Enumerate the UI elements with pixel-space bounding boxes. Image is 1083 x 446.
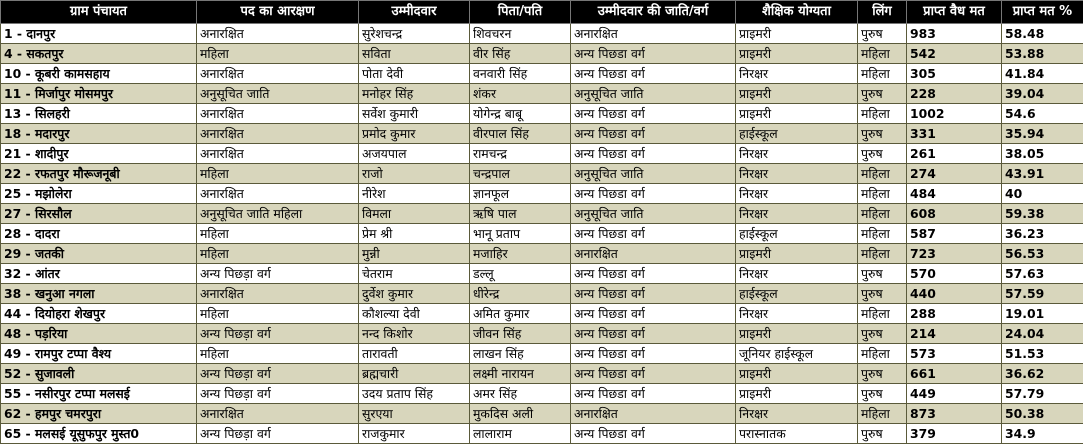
cell-caste: अन्य पिछडा वर्ग bbox=[571, 364, 736, 384]
table-row bbox=[1, 104, 1083, 124]
cell-education: जूनियर हाईस्कूल bbox=[736, 344, 858, 364]
cell-gender: महिला bbox=[858, 104, 907, 124]
cell-father-husband: मजाहिर bbox=[470, 244, 571, 264]
cell-caste: अन्य पिछडा वर्ग bbox=[571, 124, 736, 144]
cell-percent: 56.53 bbox=[1002, 244, 1083, 264]
cell-candidate: प्रेम श्री bbox=[359, 224, 470, 244]
cell-father-husband: जीवन सिंह bbox=[470, 324, 571, 344]
cell-education: निरक्षर bbox=[736, 264, 858, 284]
cell-percent: 59.38 bbox=[1002, 204, 1083, 224]
table-row bbox=[1, 244, 1083, 264]
cell-gender: पुरुष bbox=[858, 24, 907, 44]
header-candidate: उम्मीदवार bbox=[359, 1, 470, 24]
cell-percent: 57.59 bbox=[1002, 284, 1083, 304]
cell-percent: 35.94 bbox=[1002, 124, 1083, 144]
cell-reservation: अनुसूचित जाति bbox=[197, 84, 359, 104]
cell-reservation: अन्य पिछड़ा वर्ग bbox=[197, 324, 359, 344]
cell-education: परास्नातक bbox=[736, 424, 858, 444]
cell-education: हाईस्कूल bbox=[736, 124, 858, 144]
header-gender: लिंग bbox=[858, 1, 907, 24]
cell-reservation: अन्य पिछड़ा वर्ग bbox=[197, 424, 359, 444]
cell-education: निरक्षर bbox=[736, 64, 858, 84]
cell-reservation: महिला bbox=[197, 304, 359, 324]
cell-votes: 449 bbox=[907, 384, 1002, 404]
cell-percent: 24.04 bbox=[1002, 324, 1083, 344]
cell-education: प्राइमरी bbox=[736, 44, 858, 64]
cell-education: प्राइमरी bbox=[736, 84, 858, 104]
cell-father-husband: मुकदिस अली bbox=[470, 404, 571, 424]
cell-panchayat: 32 - आंतर bbox=[1, 264, 197, 284]
cell-father-husband: वनवारी सिंह bbox=[470, 64, 571, 84]
cell-education: प्राइमरी bbox=[736, 324, 858, 344]
cell-candidate: राजकुमार bbox=[359, 424, 470, 444]
cell-gender: महिला bbox=[858, 244, 907, 264]
table-row bbox=[1, 344, 1083, 364]
table-row bbox=[1, 124, 1083, 144]
cell-percent: 54.6 bbox=[1002, 104, 1083, 124]
cell-percent: 36.62 bbox=[1002, 364, 1083, 384]
cell-votes: 379 bbox=[907, 424, 1002, 444]
cell-gender: पुरुष bbox=[858, 384, 907, 404]
cell-votes: 228 bbox=[907, 84, 1002, 104]
cell-candidate: उदय प्रताप सिंह bbox=[359, 384, 470, 404]
cell-panchayat: 27 - सिरसौल bbox=[1, 204, 197, 224]
cell-votes: 983 bbox=[907, 24, 1002, 44]
cell-gender: महिला bbox=[858, 404, 907, 424]
cell-education: निरक्षर bbox=[736, 304, 858, 324]
cell-panchayat: 49 - रामपुर टप्पा वैश्य bbox=[1, 344, 197, 364]
table-row bbox=[1, 144, 1083, 164]
cell-father-husband: भानू प्रताप bbox=[470, 224, 571, 244]
table-row bbox=[1, 44, 1083, 64]
cell-education: निरक्षर bbox=[736, 404, 858, 424]
cell-votes: 331 bbox=[907, 124, 1002, 144]
cell-votes: 484 bbox=[907, 184, 1002, 204]
cell-panchayat: 48 - पड़रिया bbox=[1, 324, 197, 344]
cell-candidate: विमला bbox=[359, 204, 470, 224]
cell-panchayat: 44 - दियोहरा शेखपुर bbox=[1, 304, 197, 324]
cell-caste: अनारक्षित bbox=[571, 24, 736, 44]
cell-reservation: अनुसूचित जाति महिला bbox=[197, 204, 359, 224]
cell-gender: पुरुष bbox=[858, 324, 907, 344]
cell-panchayat: 65 - मलसई यूसुफपुर मुस्त0 bbox=[1, 424, 197, 444]
header-education: शैक्षिक योग्यता bbox=[736, 1, 858, 24]
cell-candidate: राजो bbox=[359, 164, 470, 184]
cell-panchayat: 55 - नसीरपुर टप्पा मलसई bbox=[1, 384, 197, 404]
cell-father-husband: वीर सिंह bbox=[470, 44, 571, 64]
cell-candidate: मुन्नी bbox=[359, 244, 470, 264]
cell-votes: 288 bbox=[907, 304, 1002, 324]
table-row bbox=[1, 224, 1083, 244]
cell-percent: 58.48 bbox=[1002, 24, 1083, 44]
cell-education: प्राइमरी bbox=[736, 384, 858, 404]
cell-percent: 57.63 bbox=[1002, 264, 1083, 284]
cell-votes: 661 bbox=[907, 364, 1002, 384]
cell-panchayat: 21 - शादीपुर bbox=[1, 144, 197, 164]
cell-reservation: अन्य पिछड़ा वर्ग bbox=[197, 364, 359, 384]
table-row bbox=[1, 424, 1083, 444]
cell-education: प्राइमरी bbox=[736, 104, 858, 124]
table-row bbox=[1, 24, 1083, 44]
cell-caste: अन्य पिछडा वर्ग bbox=[571, 304, 736, 324]
cell-father-husband: ज्ञानफूल bbox=[470, 184, 571, 204]
cell-panchayat: 28 - दादरा bbox=[1, 224, 197, 244]
cell-education: हाईस्कूल bbox=[736, 284, 858, 304]
cell-gender: पुरुष bbox=[858, 84, 907, 104]
cell-reservation: अन्य पिछड़ा वर्ग bbox=[197, 384, 359, 404]
cell-candidate: चेतराम bbox=[359, 264, 470, 284]
cell-percent: 19.01 bbox=[1002, 304, 1083, 324]
cell-father-husband: लालाराम bbox=[470, 424, 571, 444]
cell-father-husband: रामचन्द्र bbox=[470, 144, 571, 164]
cell-father-husband: ऋषि पाल bbox=[470, 204, 571, 224]
table-header bbox=[1, 1, 1083, 24]
cell-caste: अन्य पिछडा वर्ग bbox=[571, 224, 736, 244]
cell-gender: महिला bbox=[858, 164, 907, 184]
cell-votes: 440 bbox=[907, 284, 1002, 304]
cell-votes: 587 bbox=[907, 224, 1002, 244]
cell-caste: अनुसूचित जाति bbox=[571, 84, 736, 104]
cell-panchayat: 62 - हमपुर चमरपुरा bbox=[1, 404, 197, 424]
cell-father-husband: धीरेन्द्र bbox=[470, 284, 571, 304]
cell-reservation: अन्य पिछड़ा वर्ग bbox=[197, 264, 359, 284]
cell-candidate: दुर्वेश कुमार bbox=[359, 284, 470, 304]
header-post-reservation: पद का आरक्षण bbox=[197, 1, 359, 24]
cell-candidate: नन्द किशोर bbox=[359, 324, 470, 344]
cell-votes: 305 bbox=[907, 64, 1002, 84]
table-row bbox=[1, 164, 1083, 184]
cell-caste: अन्य पिछडा वर्ग bbox=[571, 104, 736, 124]
cell-gender: पुरुष bbox=[858, 424, 907, 444]
cell-panchayat: 52 - सुजावली bbox=[1, 364, 197, 384]
table-row bbox=[1, 304, 1083, 324]
header-gram-panchayat: ग्राम पंचायत bbox=[1, 1, 197, 24]
cell-reservation: अनारक्षित bbox=[197, 24, 359, 44]
table-row bbox=[1, 184, 1083, 204]
cell-gender: महिला bbox=[858, 224, 907, 244]
cell-panchayat: 13 - सिलहरी bbox=[1, 104, 197, 124]
cell-gender: महिला bbox=[858, 64, 907, 84]
cell-father-husband: लाखन सिंह bbox=[470, 344, 571, 364]
cell-education: प्राइमरी bbox=[736, 244, 858, 264]
cell-votes: 573 bbox=[907, 344, 1002, 364]
cell-panchayat: 18 - मदारपुर bbox=[1, 124, 197, 144]
cell-votes: 542 bbox=[907, 44, 1002, 64]
header-vote-percent: प्राप्त मत % bbox=[1002, 1, 1083, 24]
cell-gender: महिला bbox=[858, 184, 907, 204]
cell-education: निरक्षर bbox=[736, 144, 858, 164]
cell-reservation: महिला bbox=[197, 344, 359, 364]
cell-caste: अन्य पिछडा वर्ग bbox=[571, 424, 736, 444]
cell-panchayat: 1 - दानपुर bbox=[1, 24, 197, 44]
cell-father-husband: चन्द्रपाल bbox=[470, 164, 571, 184]
cell-father-husband: अमर सिंह bbox=[470, 384, 571, 404]
table-row bbox=[1, 64, 1083, 84]
cell-panchayat: 10 - कूबरी कामसहाय bbox=[1, 64, 197, 84]
cell-gender: महिला bbox=[858, 204, 907, 224]
cell-caste: अनुसूचित जाति bbox=[571, 204, 736, 224]
cell-panchayat: 4 - सकतपुर bbox=[1, 44, 197, 64]
cell-education: निरक्षर bbox=[736, 184, 858, 204]
table-row bbox=[1, 84, 1083, 104]
cell-education: प्राइमरी bbox=[736, 364, 858, 384]
table-body bbox=[1, 24, 1083, 444]
cell-father-husband: योगेन्द्र बाबू bbox=[470, 104, 571, 124]
cell-reservation: अनारक्षित bbox=[197, 124, 359, 144]
cell-candidate: सर्वेश कुमारी bbox=[359, 104, 470, 124]
cell-caste: अन्य पिछडा वर्ग bbox=[571, 344, 736, 364]
cell-percent: 43.91 bbox=[1002, 164, 1083, 184]
cell-candidate: सुरेशचन्द्र bbox=[359, 24, 470, 44]
cell-candidate: सविता bbox=[359, 44, 470, 64]
cell-percent: 51.53 bbox=[1002, 344, 1083, 364]
cell-caste: अनारक्षित bbox=[571, 404, 736, 424]
cell-reservation: महिला bbox=[197, 44, 359, 64]
table-row bbox=[1, 384, 1083, 404]
table-row bbox=[1, 324, 1083, 344]
table-row bbox=[1, 204, 1083, 224]
cell-panchayat: 25 - मझोलेरा bbox=[1, 184, 197, 204]
cell-percent: 36.23 bbox=[1002, 224, 1083, 244]
cell-votes: 570 bbox=[907, 264, 1002, 284]
cell-panchayat: 22 - रफतपुर मौरूजनूबी bbox=[1, 164, 197, 184]
cell-candidate: मनोहर सिंह bbox=[359, 84, 470, 104]
cell-votes: 873 bbox=[907, 404, 1002, 424]
cell-education: हाईस्कूल bbox=[736, 224, 858, 244]
cell-reservation: अनारक्षित bbox=[197, 104, 359, 124]
cell-reservation: अनारक्षित bbox=[197, 184, 359, 204]
cell-votes: 261 bbox=[907, 144, 1002, 164]
table-row bbox=[1, 264, 1083, 284]
cell-candidate: प्रमोद कुमार bbox=[359, 124, 470, 144]
cell-father-husband: शंकर bbox=[470, 84, 571, 104]
cell-votes: 723 bbox=[907, 244, 1002, 264]
cell-education: निरक्षर bbox=[736, 204, 858, 224]
cell-caste: अन्य पिछडा वर्ग bbox=[571, 44, 736, 64]
cell-gender: पुरुष bbox=[858, 284, 907, 304]
table-row bbox=[1, 364, 1083, 384]
cell-candidate: कौशल्या देवी bbox=[359, 304, 470, 324]
cell-father-husband: डल्लू bbox=[470, 264, 571, 284]
cell-reservation: अनारक्षित bbox=[197, 404, 359, 424]
cell-reservation: अनारक्षित bbox=[197, 144, 359, 164]
header-candidate-caste: उम्मीदवार की जाति/वर्ग bbox=[571, 1, 736, 24]
cell-percent: 38.05 bbox=[1002, 144, 1083, 164]
cell-caste: अन्य पिछडा वर्ग bbox=[571, 384, 736, 404]
cell-percent: 57.79 bbox=[1002, 384, 1083, 404]
cell-reservation: अनारक्षित bbox=[197, 64, 359, 84]
cell-percent: 40 bbox=[1002, 184, 1083, 204]
table-row bbox=[1, 404, 1083, 424]
cell-gender: पुरुष bbox=[858, 124, 907, 144]
cell-candidate: तारावती bbox=[359, 344, 470, 364]
cell-candidate: सुरएया bbox=[359, 404, 470, 424]
cell-caste: अनारक्षित bbox=[571, 244, 736, 264]
cell-education: प्राइमरी bbox=[736, 24, 858, 44]
cell-father-husband: वीरपाल सिंह bbox=[470, 124, 571, 144]
header-father-husband: पिता/पति bbox=[470, 1, 571, 24]
cell-caste: अन्य पिछडा वर्ग bbox=[571, 64, 736, 84]
cell-candidate: नीरेश bbox=[359, 184, 470, 204]
cell-panchayat: 11 - मिर्जापुर मोसमपुर bbox=[1, 84, 197, 104]
cell-candidate: अजयपाल bbox=[359, 144, 470, 164]
cell-candidate: ब्रह्मचारी bbox=[359, 364, 470, 384]
cell-percent: 50.38 bbox=[1002, 404, 1083, 424]
cell-father-husband: अमित कुमार bbox=[470, 304, 571, 324]
header-valid-votes: प्राप्त वैध मत bbox=[907, 1, 1002, 24]
cell-gender: पुरुष bbox=[858, 264, 907, 284]
cell-gender: महिला bbox=[858, 344, 907, 364]
cell-reservation: महिला bbox=[197, 224, 359, 244]
cell-votes: 1002 bbox=[907, 104, 1002, 124]
cell-percent: 39.04 bbox=[1002, 84, 1083, 104]
cell-votes: 274 bbox=[907, 164, 1002, 184]
cell-percent: 34.9 bbox=[1002, 424, 1083, 444]
cell-candidate: पोता देवी bbox=[359, 64, 470, 84]
cell-father-husband: लक्ष्मी नारायन bbox=[470, 364, 571, 384]
cell-panchayat: 29 - जतकी bbox=[1, 244, 197, 264]
cell-reservation: अनारक्षित bbox=[197, 284, 359, 304]
cell-reservation: महिला bbox=[197, 244, 359, 264]
cell-gender: महिला bbox=[858, 304, 907, 324]
cell-percent: 53.88 bbox=[1002, 44, 1083, 64]
header-row bbox=[1, 1, 1083, 24]
cell-caste: अन्य पिछडा वर्ग bbox=[571, 284, 736, 304]
cell-panchayat: 38 - खनुआ नगला bbox=[1, 284, 197, 304]
cell-caste: अन्य पिछडा वर्ग bbox=[571, 144, 736, 164]
cell-reservation: महिला bbox=[197, 164, 359, 184]
cell-caste: अन्य पिछडा वर्ग bbox=[571, 324, 736, 344]
cell-father-husband: शिवचरन bbox=[470, 24, 571, 44]
cell-votes: 608 bbox=[907, 204, 1002, 224]
cell-gender: पुरुष bbox=[858, 144, 907, 164]
cell-votes: 214 bbox=[907, 324, 1002, 344]
cell-gender: पुरुष bbox=[858, 364, 907, 384]
cell-gender: महिला bbox=[858, 44, 907, 64]
cell-percent: 41.84 bbox=[1002, 64, 1083, 84]
cell-caste: अन्य पिछडा वर्ग bbox=[571, 184, 736, 204]
table-row bbox=[1, 284, 1083, 304]
cell-caste: अनुसूचित जाति bbox=[571, 164, 736, 184]
cell-caste: अन्य पिछडा वर्ग bbox=[571, 264, 736, 284]
cell-education: निरक्षर bbox=[736, 164, 858, 184]
